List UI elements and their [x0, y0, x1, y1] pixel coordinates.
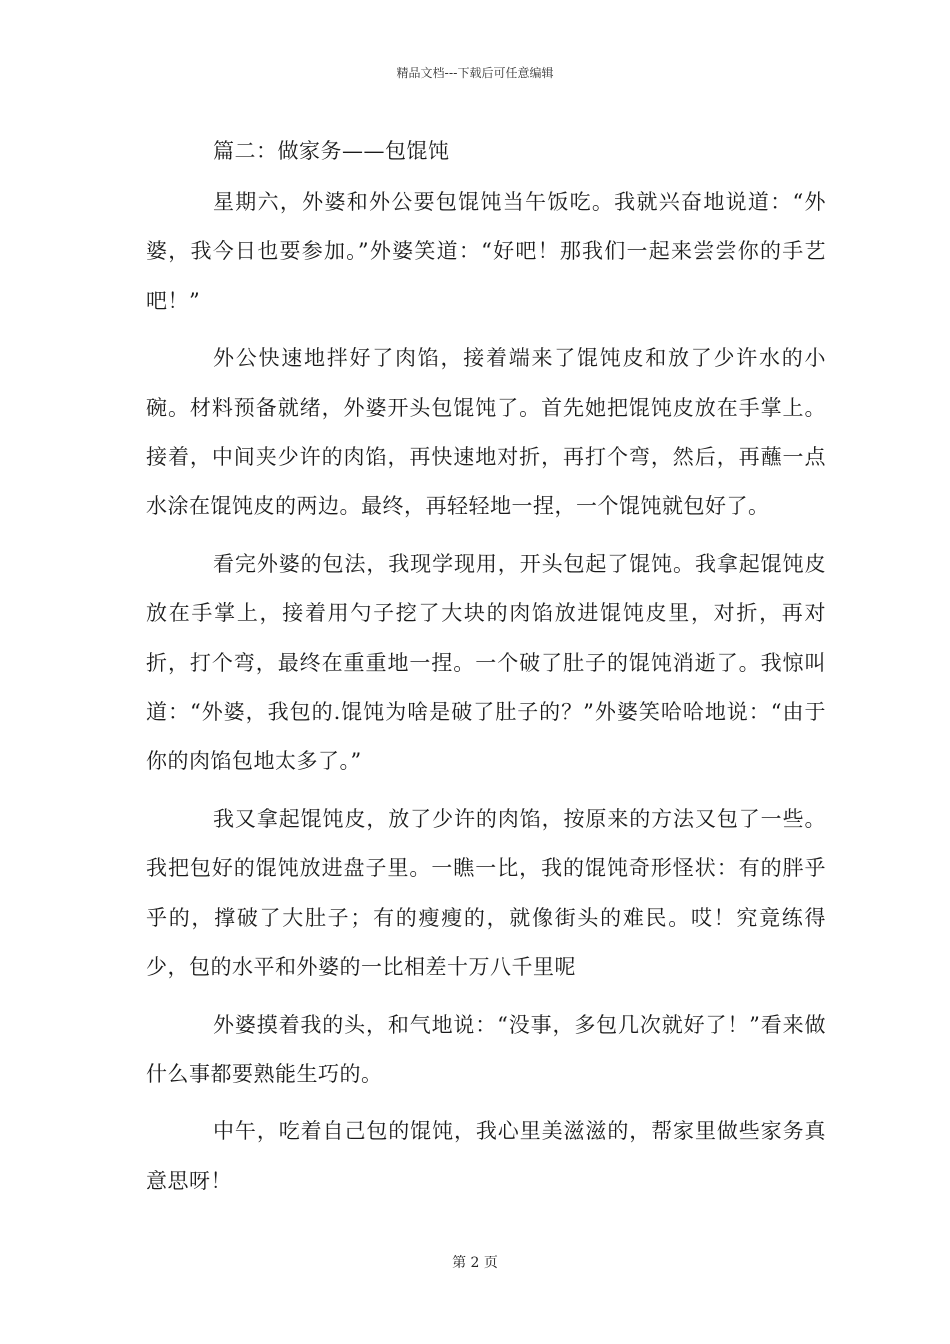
paragraph-2: 外公快速地拌好了肉馅，接着端来了馄饨皮和放了少许水的小碗。材料预备就绪，外婆开头包馄饨了。首先她把馄饨皮放在手掌上。接着，中间夹少许的肉馅，再快速地对折，再打个弯，然后，再蘸一点水涂在馄饨皮的两边。最终，再轻轻地一捏，一个馄饨就包好了。 — [146, 346, 826, 519]
page-header: 精品文档---下载后可任意编辑 — [396, 66, 554, 80]
paragraph-5: 外婆摸着我的头，和气地说：“没事，多包几次就好了！”看来做什么事都要熟能生巧的。 — [146, 1012, 826, 1086]
page-number: 第 2 页 — [452, 1255, 498, 1271]
paragraph-4: 我又拿起馄饨皮，放了少许的肉馅，按原来的方法又包了一些。我把包好的馄饨放进盘子里。一瞧一比，我的馄饨奇形怪状：有的胖乎乎的，撑破了大肚子；有的瘦瘦的，就像街头的难民。哎！究竟练得少，包的水平和外婆的一比相差十万八千里呢 — [146, 806, 826, 980]
paragraph-1: 星期六，外婆和外公要包馄饨当午饭吃。我就兴奋地说道：“外婆，我今日也要参加。”外婆笑道：“好吧！那我们一起来尝尝你的手艺吧！” — [146, 190, 826, 313]
document-body — [146, 134, 826, 1206]
paragraph-6: 中午，吃着自己包的馄饨，我心里美滋滋的，帮家里做些家务真意思呀！ — [146, 1119, 826, 1193]
document-title: 篇二：做家务——包馄饨 — [213, 139, 450, 163]
paragraph-3: 看完外婆的包法，我现学现用，开头包起了馄饨。我拿起馄饨皮放在手掌上，接着用勺子挖了大块的肉馅放进馄饨皮里，对折，再对折，打个弯，最终在重重地一捏。一个破了肚子的馄饨消逝了。我惊叫道：“外婆，我包的.馄饨为啥是破了肚子的？”外婆笑哈哈地说：“由于你的肉馅包地太多了。” — [146, 551, 826, 774]
